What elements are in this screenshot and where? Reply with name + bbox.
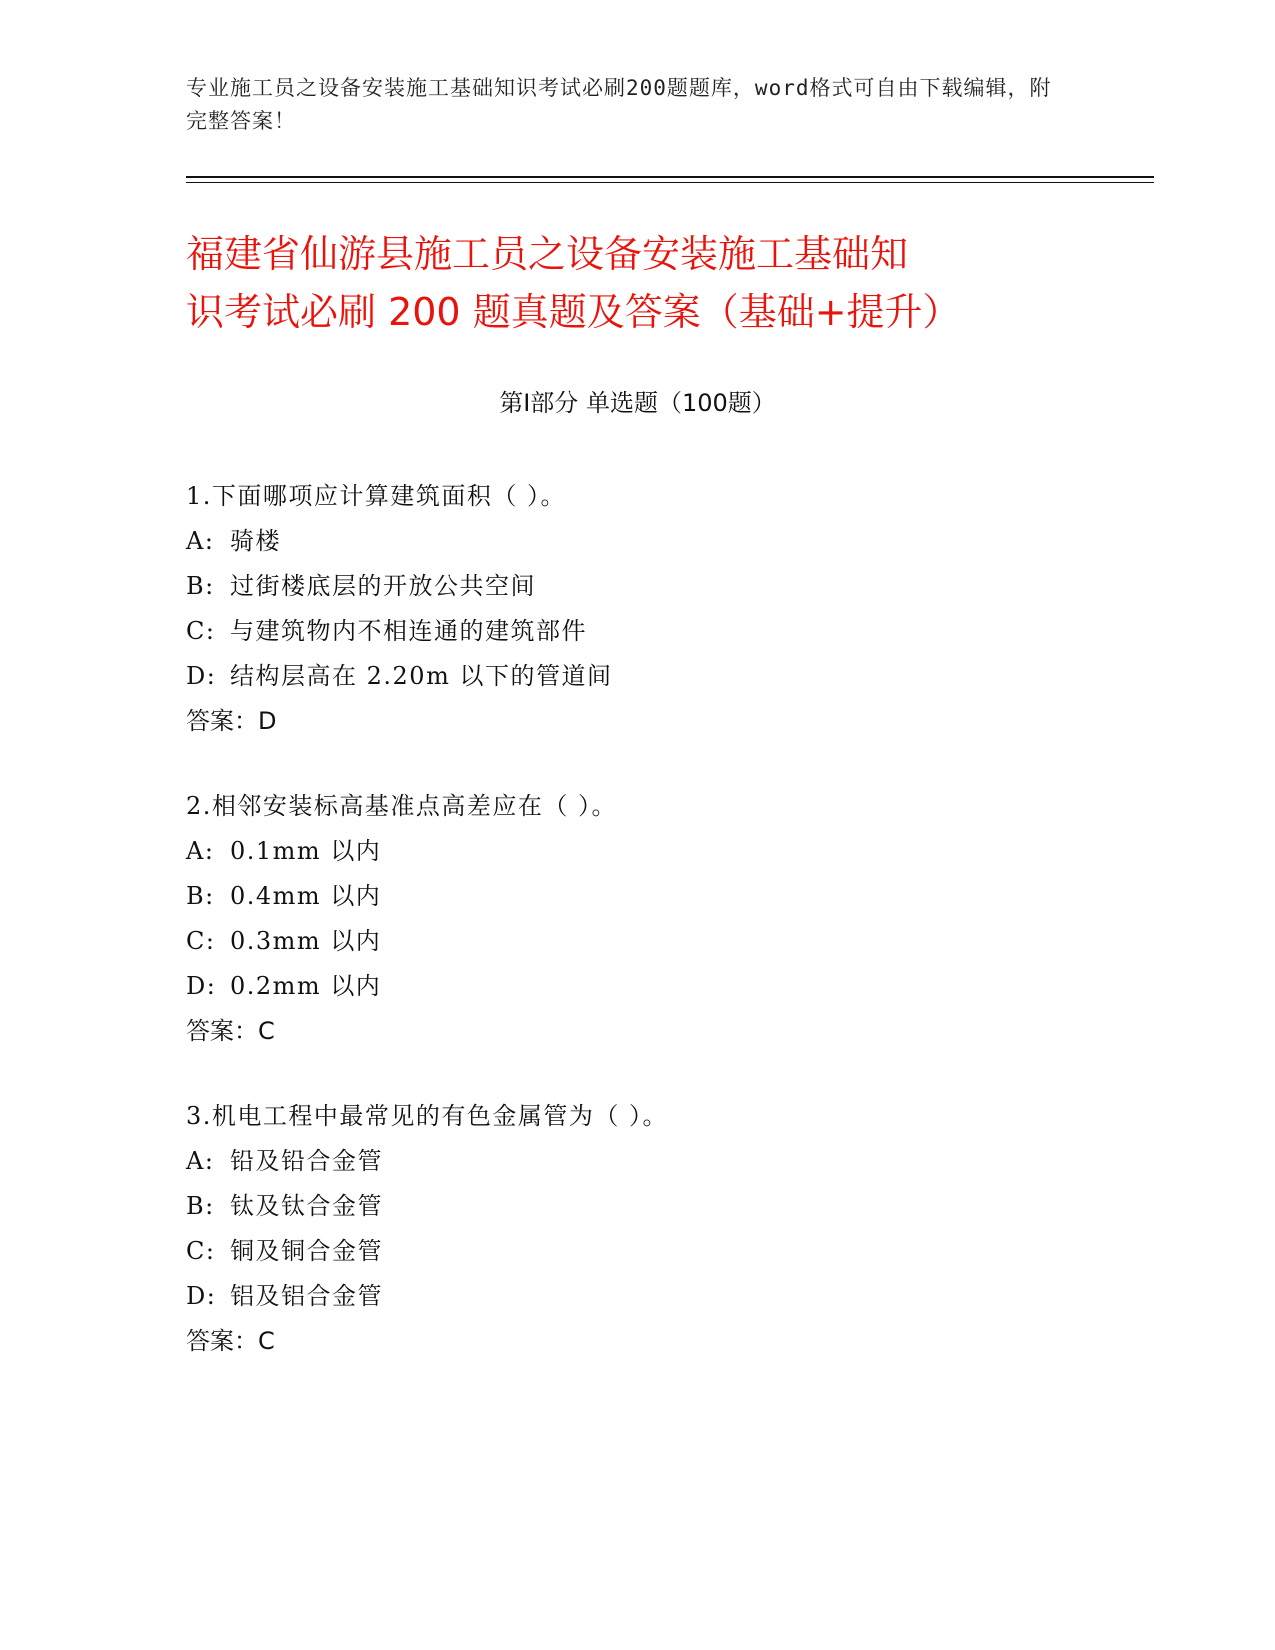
option-c (186, 1229, 1146, 1274)
option-text: 铜及铜合金管 (230, 1237, 383, 1265)
answer-line (186, 699, 1146, 744)
option-c (186, 919, 1146, 964)
header-divider-thin (186, 182, 1154, 183)
question-stem: 2.相邻安装标高基准点高差应在（ ）。 (186, 792, 618, 820)
option-letter: A: (186, 1147, 215, 1175)
document-title-line-2: 识考试必刷 200 题真题及答案（基础+提升） (186, 290, 961, 334)
question-stem: 3.机电工程中最常见的有色金属管为（ ）。 (186, 1102, 669, 1130)
answer-line (186, 1009, 1146, 1054)
option-b (186, 874, 1146, 919)
option-text: 0.1mm 以内 (230, 837, 382, 865)
option-text: 0.3mm 以内 (230, 927, 382, 955)
question-list (186, 474, 1146, 1404)
option-d (186, 964, 1146, 1009)
option-letter: B: (186, 882, 215, 910)
header-divider-thick (186, 176, 1154, 178)
option-a (186, 519, 1146, 564)
header-note: 专业施工员之设备安装施工基础知识考试必刷200题题库，word格式可自由下载编辑，附完整答案！ (186, 76, 1052, 133)
answer-line (186, 1319, 1146, 1364)
option-letter: D: (186, 1282, 217, 1310)
answer-label: 答案： (186, 1017, 258, 1045)
option-letter: D: (186, 972, 217, 1000)
option-letter: C: (186, 927, 216, 955)
option-text: 铝及铝合金管 (230, 1282, 383, 1310)
document-title-line-1: 福建省仙游县施工员之设备安装施工基础知 (186, 232, 909, 276)
option-b (186, 1184, 1146, 1229)
option-letter: B: (186, 1192, 215, 1220)
option-letter: D: (186, 662, 217, 690)
option-letter: C: (186, 1237, 216, 1265)
option-text: 骑楼 (230, 527, 281, 555)
option-letter: C: (186, 617, 216, 645)
document-title (186, 225, 1086, 341)
option-text: 过街楼底层的开放公共空间 (230, 572, 536, 600)
option-letter: B: (186, 572, 215, 600)
question-2 (186, 784, 1146, 1054)
option-letter: A: (186, 527, 215, 555)
section-heading: 第Ⅰ部分 单选题（100题） (499, 389, 776, 417)
option-text: 0.4mm 以内 (230, 882, 382, 910)
option-c (186, 609, 1146, 654)
option-b (186, 564, 1146, 609)
answer-label: 答案： (186, 1327, 258, 1355)
option-d (186, 1274, 1146, 1319)
option-d (186, 654, 1146, 699)
answer-value: C (258, 1327, 275, 1355)
answer-label: 答案： (186, 707, 258, 735)
option-a (186, 1139, 1146, 1184)
option-text: 钛及钛合金管 (230, 1192, 383, 1220)
option-letter: A: (186, 837, 215, 865)
option-a (186, 829, 1146, 874)
question-1 (186, 474, 1146, 744)
option-text: 与建筑物内不相连通的建筑部件 (230, 617, 587, 645)
question-3 (186, 1094, 1146, 1364)
answer-value: C (258, 1017, 275, 1045)
question-stem: 1.下面哪项应计算建筑面积（ ）。 (186, 482, 567, 510)
option-text: 结构层高在 2.20m 以下的管道间 (230, 662, 613, 690)
option-text: 铅及铅合金管 (230, 1147, 383, 1175)
answer-value: D (258, 707, 277, 735)
option-text: 0.2mm 以内 (230, 972, 382, 1000)
